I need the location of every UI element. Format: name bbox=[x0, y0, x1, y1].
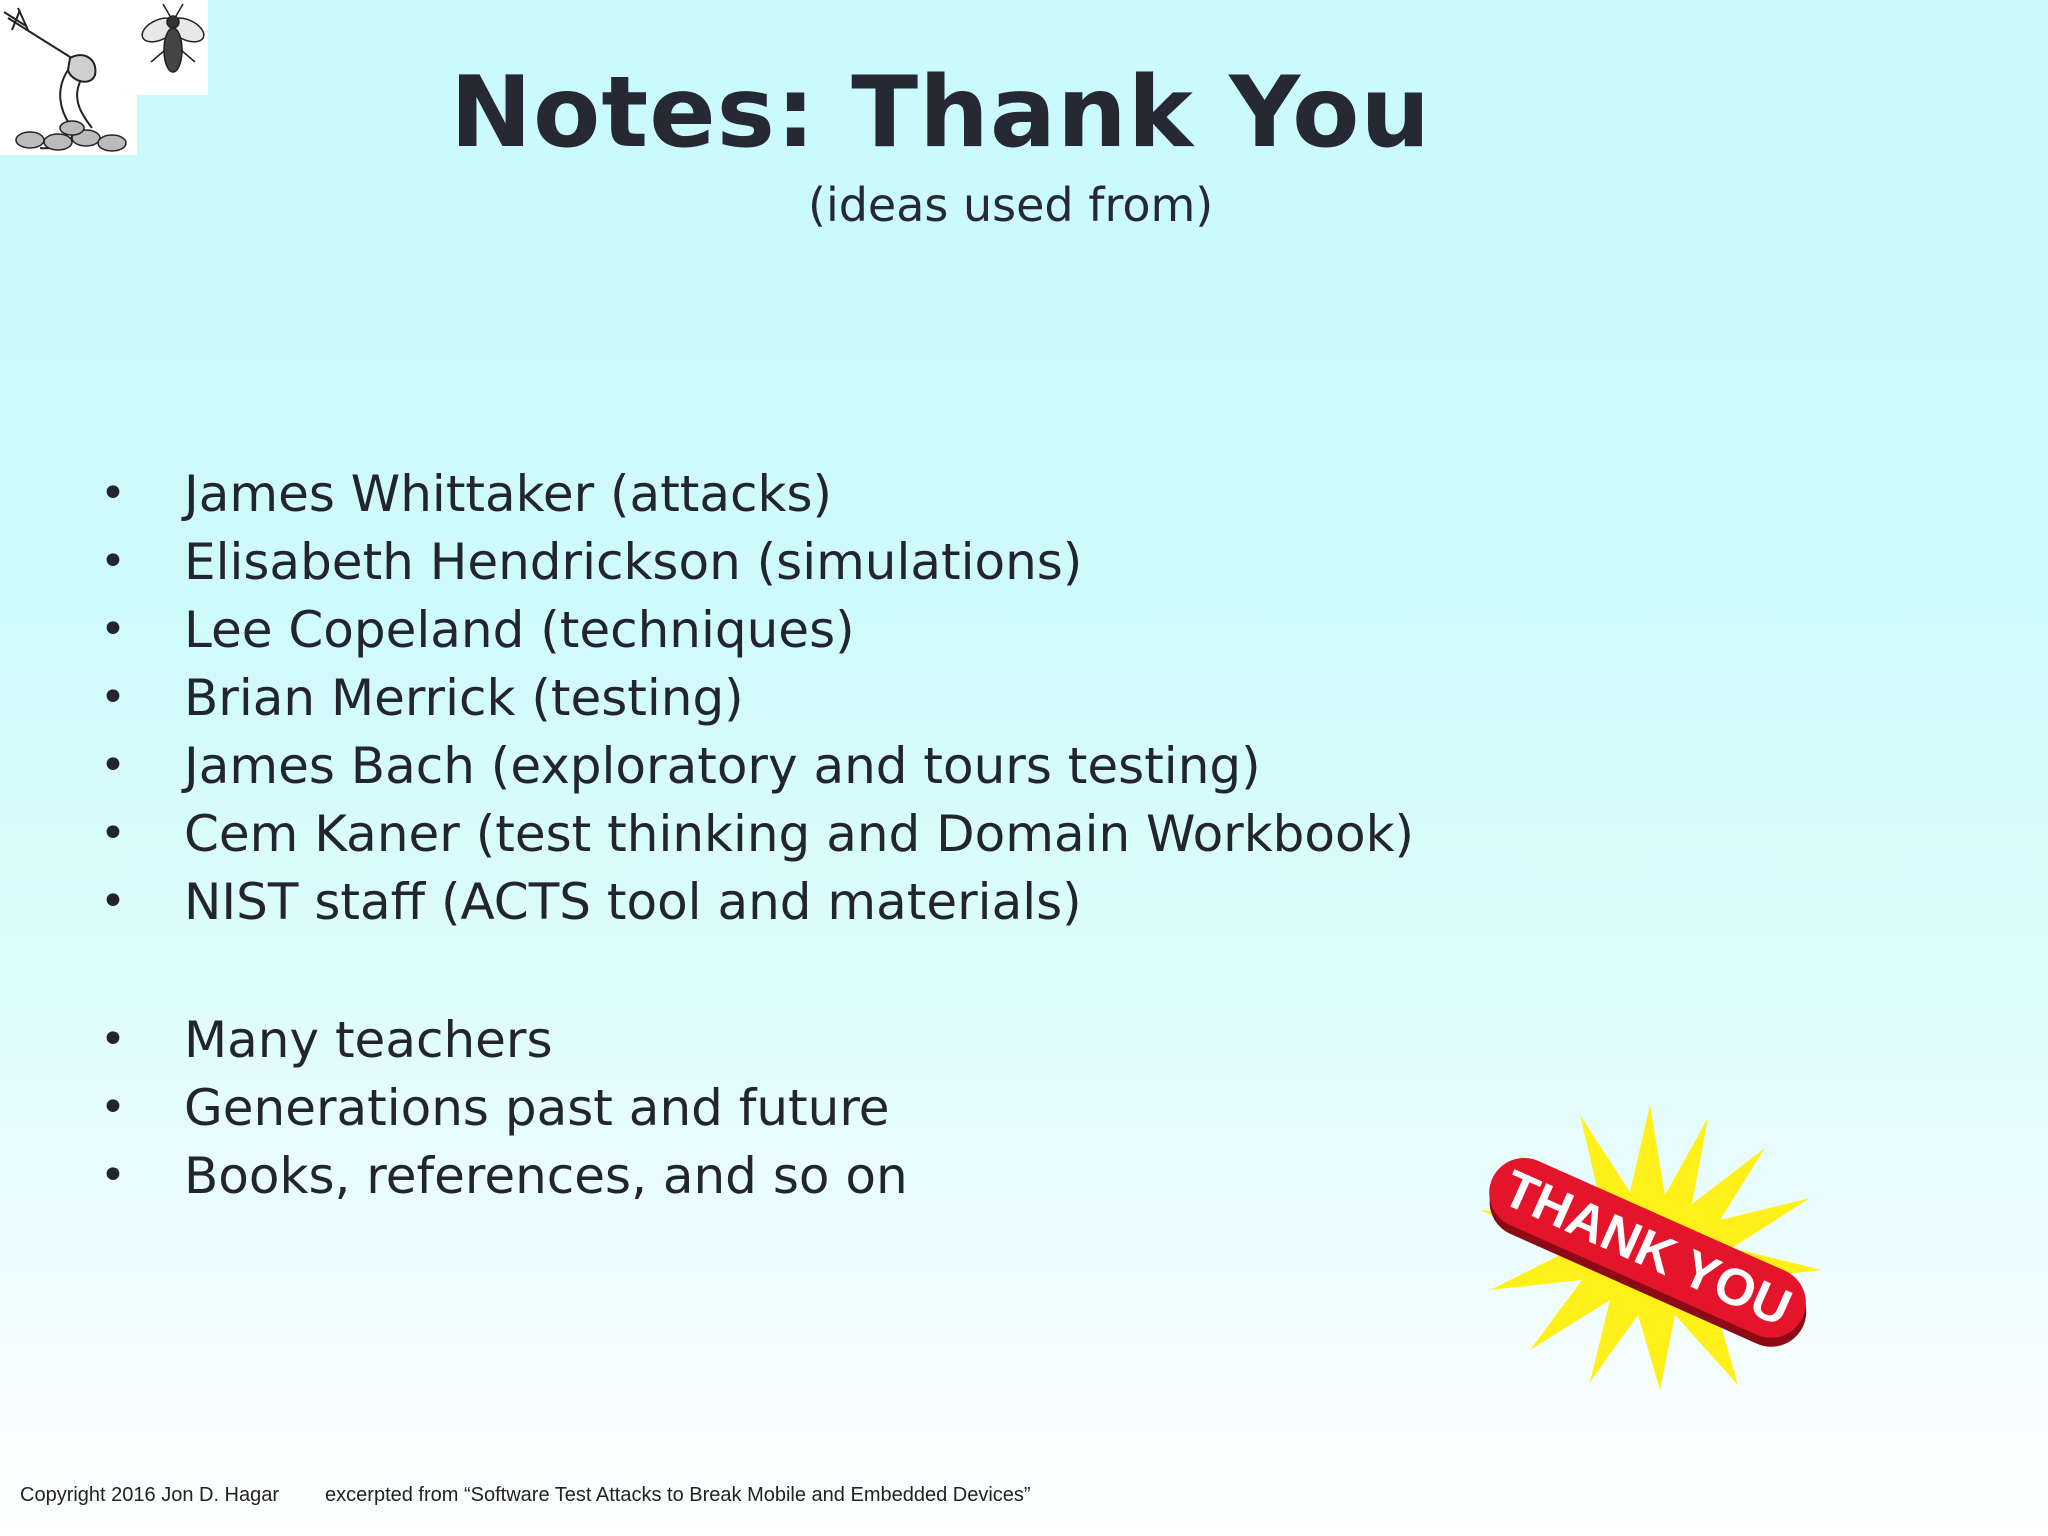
logo-panel-bee bbox=[137, 0, 208, 95]
thank-you-text: THANK YOU bbox=[1494, 1159, 1800, 1338]
list-item bbox=[100, 1142, 908, 1210]
logo-panel bbox=[0, 0, 137, 155]
list-item-text: Cem Kaner (test thinking and Domain Workbook) bbox=[184, 805, 1415, 863]
list-item bbox=[100, 460, 1414, 528]
list-item bbox=[100, 732, 1414, 800]
bullet: • bbox=[100, 468, 126, 519]
starburst-icon bbox=[1470, 1100, 1830, 1390]
others-list bbox=[100, 1006, 908, 1210]
page-subtitle: (ideas used from) bbox=[808, 178, 1214, 232]
bullet: • bbox=[100, 1014, 126, 1065]
list-item bbox=[100, 1006, 908, 1074]
list-item-text: James Whittaker (attacks) bbox=[184, 465, 833, 523]
hand-with-mace-icon bbox=[0, 0, 137, 155]
bullet: • bbox=[100, 1082, 126, 1133]
list-item-text: Brian Merrick (testing) bbox=[184, 669, 744, 727]
list-item-text: Books, references, and so on bbox=[184, 1147, 908, 1205]
header-logo bbox=[0, 0, 208, 155]
bullet: • bbox=[100, 604, 126, 655]
list-item bbox=[100, 596, 1414, 664]
list-item-text: Lee Copeland (techniques) bbox=[184, 601, 855, 659]
page-title: Notes: Thank You bbox=[450, 56, 1432, 170]
copyright-text: Copyright 2016 Jon D. Hagar bbox=[20, 1484, 280, 1506]
footer bbox=[20, 1484, 1031, 1507]
bullet: • bbox=[100, 672, 126, 723]
list-item bbox=[100, 664, 1414, 732]
bee-icon bbox=[137, 0, 208, 95]
bullet: • bbox=[100, 536, 126, 587]
list-item-text: Elisabeth Hendrickson (simulations) bbox=[184, 533, 1083, 591]
credits-list bbox=[100, 460, 1414, 936]
list-item-text: James Bach (exploratory and tours testing) bbox=[184, 737, 1261, 795]
list-item bbox=[100, 528, 1414, 596]
list-item-text: Generations past and future bbox=[184, 1079, 890, 1137]
list-item-text: Many teachers bbox=[184, 1011, 553, 1069]
bullet: • bbox=[100, 808, 126, 859]
list-item bbox=[100, 1074, 908, 1142]
bullet: • bbox=[100, 1150, 126, 1201]
list-item bbox=[100, 800, 1414, 868]
excerpt-text: excerpted from “Software Test Attacks to Break Mobile and Embedded Devices” bbox=[325, 1484, 1031, 1506]
list-item-text: NIST staff (ACTS tool and materials) bbox=[184, 873, 1082, 931]
list-item bbox=[100, 868, 1414, 936]
thank-you-badge bbox=[1470, 1100, 1830, 1390]
bullet: • bbox=[100, 740, 126, 791]
bullet: • bbox=[100, 876, 126, 927]
